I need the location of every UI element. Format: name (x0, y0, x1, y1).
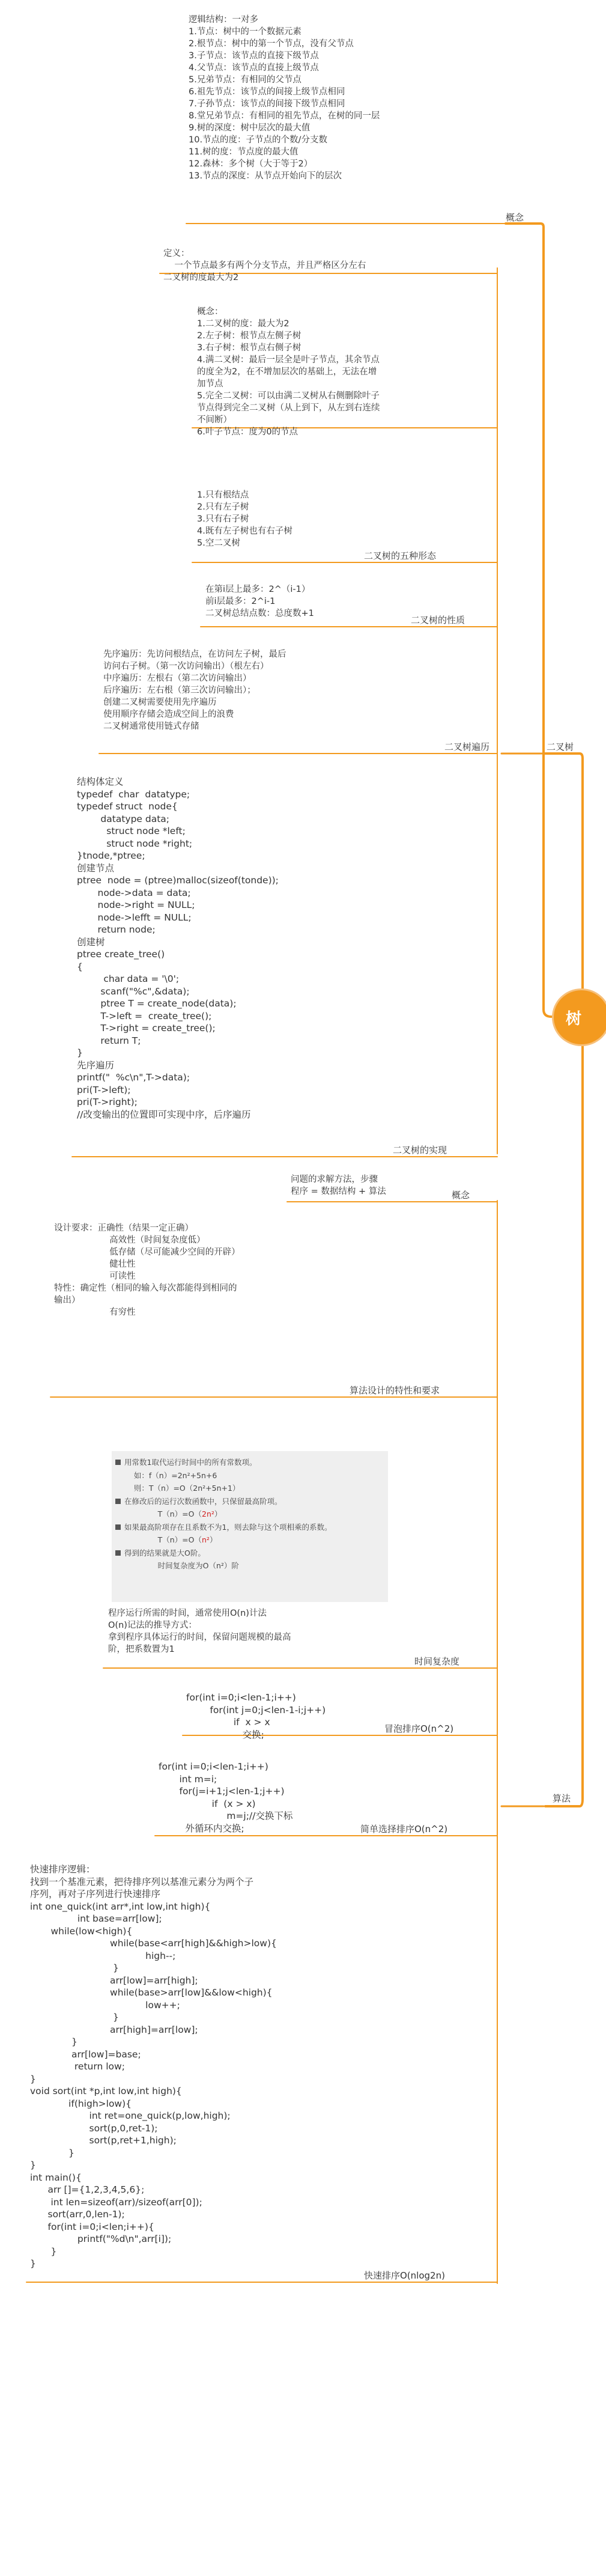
concept-line: 的度全为2，在不增加层次的基础上，无法在增 (197, 367, 377, 377)
concept-line: 5.完全二叉树：可以由满二叉树从右侧删除叶子 (197, 391, 380, 401)
concept-line: 13.节点的深度：从节点开始向下的层次 (189, 171, 342, 181)
branch-label-concept: 概念 (506, 212, 524, 223)
code-line: return T; (77, 1035, 141, 1046)
concept-line: 6.叶子节点：度为0的节点 (197, 427, 298, 437)
branch-connector-algorithm (545, 1046, 583, 1806)
branch-connector-concept (506, 224, 544, 1009)
rule-line (112, 1521, 388, 1534)
code-line: if (x > x) (159, 1798, 256, 1809)
code-line: for(int i=0;i<len-1;i++) (159, 1761, 268, 1772)
rule-text: 如果最高阶项存在且系数不为1，则去除与这个项相乘的系数。 (124, 1522, 332, 1532)
code-line: 找到一个基准元素，把待排序列以基准元素分为两个子 (30, 1876, 254, 1887)
design-line: 健壮性 (54, 1259, 136, 1269)
code-line: pri(T->left); (77, 1084, 131, 1095)
branch-label-algorithm: 算法 (553, 1793, 571, 1804)
form-line: 1.只有根结点 (197, 490, 249, 500)
traversal-line: 使用顺序存储会造成空间上的浪费 (103, 710, 234, 719)
concept-line: 12.森林：多个树（大于等于2） (189, 159, 313, 169)
design-line: 输出） (54, 1296, 80, 1305)
concept-line: 1.二叉树的度：最大为2 (197, 319, 289, 329)
code-line: pri(T->right); (77, 1097, 138, 1107)
form-line: 3.只有右子树 (197, 514, 249, 524)
code-line: //改变输出的位置即可实现中序，后序遍历 (77, 1109, 251, 1120)
rule-text: 得到的结果就是大O阶。 (124, 1548, 205, 1557)
code-line: 结构体定义 (77, 776, 124, 787)
concept-node-text (189, 14, 380, 182)
code-line: typedef char datatype; (77, 788, 190, 800)
code-line: arr[low]=base; (30, 2048, 141, 2060)
traversal-line: 先序遍历：先访问根结点，在访问左子树，最后 (103, 650, 286, 659)
code-line: scanf("%c",&data); (77, 985, 190, 997)
code-line: int ret=one_quick(p,low,high); (30, 2110, 231, 2121)
selection-sort-label: 简单选择排序O(n^2) (360, 1824, 448, 1835)
properties-label: 二叉树的性质 (411, 615, 465, 626)
concept-line: 节点得到完全二叉树（从上到下，从左到右连续 (197, 403, 380, 413)
traversal-label: 二叉树遍历 (444, 741, 490, 752)
concept-line: 8.堂兄弟节点：有相同的祖先节点，在树的同一层 (189, 111, 380, 121)
code-line: 创建树 (77, 936, 105, 948)
rule-text: 时间复杂度为O（n²）阶 (124, 1561, 239, 1570)
concept-line: 4.父节点：该节点的直接上级节点 (189, 63, 319, 73)
code-line: sort(arr,0,len-1); (30, 2209, 125, 2220)
rule-text: 用常数1取代运行时间中的所有常数项。 (124, 1458, 257, 1467)
highlight-term: n² (202, 1535, 210, 1544)
concept-line: 3.右子树：根节点右侧子树 (197, 343, 301, 353)
code-line: ptree create_tree() (77, 949, 165, 960)
property-line: 前i层最多：2^i-1 (205, 597, 276, 606)
highlight-term: 2n² (202, 1509, 214, 1518)
property-line: 在第i层上最多：2^（i-1） (205, 585, 311, 594)
five-forms-label: 二叉树的五种形态 (364, 550, 437, 561)
bullet-square-icon (115, 1524, 121, 1530)
traversal-line: 二叉树通常使用链式存储 (103, 722, 199, 731)
code-line: 创建节点 (77, 862, 115, 874)
properties-text (205, 583, 314, 620)
code-line: struct node *left; (77, 826, 186, 836)
code-line: } (77, 1047, 83, 1058)
code-line: void sort(int *p,int low,int high){ (30, 2086, 182, 2096)
rule-line (112, 1547, 388, 1560)
code-line: sort(p,ret+1,high); (30, 2135, 177, 2146)
code-line: 序列，再对子序列进行快速排序 (30, 1889, 161, 1899)
concept-line: 2.根节点：树中的第一个节点，没有父节点 (189, 39, 354, 49)
code-line: struct node *right; (77, 838, 193, 849)
code-line: ptree node = (ptree)malloc(sizeof(tonde)); (77, 875, 279, 886)
code-line: } (30, 2147, 74, 2158)
code-line: sort(p,0,ret-1); (30, 2122, 158, 2134)
rule-line (112, 1456, 388, 1469)
code-line: 先序遍历 (77, 1059, 115, 1071)
branch-connector-root (544, 1009, 551, 1017)
traversal-line: 后序遍历：左右根（第三次访问输出）； (103, 686, 256, 695)
binary-tree-concepts (197, 306, 380, 438)
code-line: datatype data; (77, 813, 170, 824)
code-line: return node; (77, 924, 156, 935)
concept-line: 概念： (197, 307, 223, 317)
code-line: char data = '\0'; (77, 973, 180, 984)
rule-text: 则：T（n）=O（2n²+5n+1） (124, 1484, 240, 1493)
code-line: printf(" %c\n",T->data); (77, 1072, 190, 1083)
time-complexity-line: O(n)记法的推导方式： (108, 1621, 197, 1630)
code-line: typedef struct node{ (77, 801, 178, 812)
bubble-sort-label: 冒泡排序O(n^2) (384, 1723, 454, 1734)
code-line: 快速排序逻辑： (30, 1864, 95, 1875)
code-line: } (30, 2073, 36, 2084)
code-line: for(int i=0;i<len;i++){ (30, 2221, 154, 2232)
code-line: for(int j=0;j<len-1-i;j++) (186, 1704, 326, 1716)
code-line: T->right = create_tree(); (77, 1023, 216, 1034)
rule-line (112, 1508, 388, 1521)
code-line: } (30, 2258, 36, 2269)
concept-line: 4.满二叉树：最后一层全是叶子节点，其余节点 (197, 355, 380, 365)
rule-line (112, 1469, 388, 1482)
code-line: node->right = NULL; (77, 900, 195, 910)
code-line: return low; (30, 2061, 125, 2072)
concept-line: 7.子孙节点：该节点的间接下级节点相同 (189, 99, 345, 109)
property-line: 二叉树总结点数：总度数+1 (205, 609, 314, 618)
quick-sort-code (30, 1863, 277, 2270)
code-line: } (30, 1962, 119, 1973)
concept-line: 9.树的深度：树中层次的最大值 (189, 123, 311, 133)
code-line: node->data = data; (77, 887, 191, 898)
code-line: arr []={1,2,3,4,5,6}; (30, 2184, 145, 2195)
code-line: arr[low]=arr[high]; (30, 1975, 198, 1986)
code-line: for(j=i+1;j<len-1;j++) (159, 1786, 285, 1797)
concept-line: 6.祖先节点：该节点的间接上级节点相同 (189, 87, 345, 97)
traversal-line: 创建二叉树需要使用先序遍历 (103, 698, 217, 707)
code-line: while(low<high){ (30, 1925, 133, 1937)
design-line: 高效性（时间复杂度低） (54, 1235, 205, 1245)
code-line: } (30, 2012, 119, 2023)
rule-text: 如：f（n）=2n²+5n+6 (124, 1470, 217, 1480)
code-line: if x > x (186, 1717, 270, 1728)
code-line: printf("%d\n",arr[i]); (30, 2233, 172, 2244)
definition-line: 定义： (163, 249, 190, 258)
root-label: 树 (565, 1009, 581, 1028)
traversal-line: 访问右子树。（第一次访问输出）（根左右） (103, 662, 269, 671)
concept-line: 3.子节点：该节点的直接下级节点 (189, 51, 319, 61)
code-line: node->lefft = NULL; (77, 912, 192, 923)
concept-line: 逻辑结构：一对多 (189, 15, 258, 25)
code-line: } (30, 2160, 36, 2170)
design-line: 可读性 (54, 1271, 136, 1281)
code-line: for(int i=0;i<len-1;i++) (186, 1692, 296, 1703)
code-line: int main(){ (30, 2172, 82, 2183)
traversal-line: 中序遍历：左根右（第二次访问输出） (103, 674, 252, 683)
rule-line (112, 1495, 388, 1508)
root-node-tree[interactable] (554, 990, 606, 1044)
branch-label-binary-tree: 二叉树 (547, 741, 574, 752)
concept-line: 11.树的度：节点度的最大值 (189, 147, 298, 157)
time-complexity-text (108, 1607, 291, 1655)
form-line: 4.既有左子树也有右子树 (197, 526, 292, 536)
code-line: } (30, 2036, 77, 2047)
rule-text: T（n）=O（2n²） (124, 1509, 222, 1518)
binary-tree-definition (163, 248, 366, 284)
algorithm-concept-text (291, 1174, 386, 1198)
implementation-code (77, 776, 279, 1121)
design-line: 有穷性 (54, 1308, 136, 1317)
code-line: T->left = create_tree(); (77, 1010, 212, 1022)
rule-line (112, 1482, 388, 1495)
design-line: 特性：确定性（相同的输入每次都能得到相同的 (54, 1283, 237, 1293)
code-line: m=j;//交换下标 (159, 1810, 293, 1821)
time-complexity-label: 时间复杂度 (414, 1656, 460, 1667)
time-complexity-line: 程序运行所需的时间，通常使用O(n)计法 (108, 1609, 267, 1618)
code-line: while(base>arr[low]&&low<high){ (30, 1987, 273, 1998)
rule-text: 在修改后的运行次数函数中，只保留最高阶项。 (124, 1496, 282, 1506)
form-line: 5.空二叉树 (197, 538, 240, 548)
design-label: 算法设计的特性和要求 (350, 1385, 440, 1396)
design-line: 低存储（尽可能减少空间的开辟） (54, 1247, 240, 1257)
code-line: if(high>low){ (30, 2098, 132, 2109)
rule-line (112, 1559, 388, 1573)
design-text (54, 1222, 240, 1318)
code-line: low++; (30, 1999, 180, 2011)
concept-line: 5.兄弟节点：有相同的父节点 (189, 75, 301, 85)
concept-line: 1.节点：树中的一个数据元素 (189, 27, 301, 37)
definition-line: 一个节点最多有两个分支节点，并且严格区分左右 (163, 261, 366, 270)
code-line: while(base<arr[high]&&high>low){ (30, 1938, 277, 1949)
rule-text: T（n）=O（n²） (124, 1535, 217, 1544)
branch-connector-binary-tree (545, 754, 583, 1009)
bullet-square-icon (115, 1550, 121, 1556)
concept-line: 2.左子树：根节点左侧子树 (197, 331, 301, 341)
time-complexity-rules-image (112, 1451, 388, 1602)
traversal-text (103, 648, 286, 732)
code-line: 外循环内交换; (159, 1822, 244, 1834)
time-complexity-line: 拿到程序具体运行的时间，保留问题规模的最高 (108, 1633, 291, 1642)
bullet-square-icon (115, 1499, 121, 1504)
algorithm-concept-label: 概念 (452, 1190, 470, 1201)
bullet-square-icon (115, 1460, 121, 1465)
code-line: ptree T = create_node(data); (77, 998, 237, 1009)
five-forms-text (197, 489, 292, 549)
time-complexity-line: 阶，把系数置为1 (108, 1645, 175, 1654)
code-line: int m=i; (159, 1773, 217, 1785)
definition-line: 二叉树的度最大为2 (163, 273, 239, 282)
code-line: int one_quick(int arr*,int low,int high){ (30, 1901, 211, 1912)
code-line: int len=sizeof(arr)/sizeof(arr[0]); (30, 2196, 202, 2208)
rule-line (112, 1533, 388, 1547)
concept-line: 10.节点的度：子节点的个数/分支数 (189, 135, 327, 145)
concept-line: 加节点 (197, 379, 223, 389)
algorithm-concept-line: 程序 = 数据结构 + 算法 (291, 1187, 386, 1196)
quick-sort-label: 快速排序O(nlog2n) (364, 2270, 445, 2281)
code-line: int base=arr[low]; (30, 1913, 162, 1924)
concept-line: 不间断） (197, 415, 232, 425)
form-line: 2.只有左子树 (197, 502, 249, 512)
design-line: 设计要求：正确性（结果一定正确） (54, 1223, 193, 1233)
code-line: high--; (30, 1950, 176, 1961)
implementation-label: 二叉树的实现 (393, 1145, 447, 1156)
code-line: arr[high]=arr[low]; (30, 2024, 198, 2035)
code-line: 交换; (186, 1729, 264, 1740)
selection-sort-code (159, 1761, 292, 1835)
algorithm-concept-line: 问题的求解方法，步骤 (291, 1175, 378, 1184)
code-line: }tnode,*ptree; (77, 850, 145, 861)
bubble-sort-code (186, 1691, 326, 1741)
code-line: } (30, 2246, 57, 2257)
code-line: { (77, 961, 83, 972)
